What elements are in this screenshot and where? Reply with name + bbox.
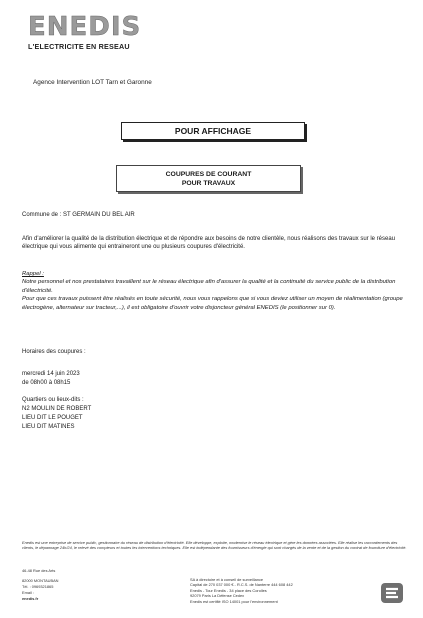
legal-line-5: Enedis est certifié ISO 14001 pour l'environnement [190,598,278,604]
footer-note: Enedis est une entreprise de service public, gestionnaire du réseau de distribution d'électricité. Elle développe, exploite, modernise le réseau électrique et gère les données associées. Elle réalise les raccordements des clients, le dépannage 24h/24, le relevé des compteurs et toutes les interventions techniques. Elle est indépendante des fournisseurs d'énergie qui sont chargés de la vente et de la gestion du contrat de fourniture d'électricité. [22,540,407,551]
hours-label: Horaires des coupures : [22,349,86,355]
reminder-paragraph-1: Notre personnel et nos prestataires travaillent sur le réseau électrique afin d'assurer la qualité et la continuité du service public de la distribution d'électricité. [22,279,396,294]
place-item: LIEU DIT LE POUGET [22,415,83,421]
legal-line-4: 92079 Paris La Défense Cedex [190,593,245,599]
address-line-1: 46-48 Rue des Arts [22,568,56,573]
reminder-paragraph-2: Pour que ces travaux puissent être réalisés en toute sécurité, nous vous rappelons que si vous deviez utiliser un moyen de réalimentation (groupe électrogène, alternateur sur tracteur,...), il est obligatoire d'ouvrir votre disjoncteur général ENEDIS (le positionner sur 0). [22,296,403,311]
footer-legal [190,577,293,604]
logo-wordmark: ENEDIS [28,12,142,42]
logo-tagline: L'ELECTRICITE EN RESEAU [28,42,130,51]
legal-line-3: Enedis - Tour Enedis - 34 place des Corolles [190,587,267,593]
outage-schedule [22,370,80,388]
notice-subtitle-line2: POUR TRAVAUX [181,180,236,187]
notice-subtitle-line1: COUPURES DE COURANT [165,171,252,178]
enedis-logo [28,14,148,51]
address-line-2: 82000 MONTAUBAN [22,578,59,583]
commune: Commune de : ST GERMAIN DU BEL AIR [22,212,135,218]
legal-line-1: SA à directoire et à conseil de surveillance [190,577,264,582]
reminder-title: Rappel : [22,271,44,277]
footer-address [22,568,58,602]
places-section [22,396,91,432]
agency-name: Agence Intervention LOT Tarn et Garonne [33,79,152,86]
place-item: LIEU DIT MATINES [22,424,75,430]
intro-paragraph: Afin d'améliorer la qualité de la distribution électrique et de répondre aux besoins de notre clientèle, nous réalisons des travaux sur le réseau électrique qui vous alimente qui entraineront une ou plusieurs coupures d'électricité. [22,236,396,251]
website-link[interactable]: enedis.fr [22,596,39,601]
place-item: N2 MOULIN DE ROBERT [22,406,92,412]
enedis-mark-icon [380,582,404,604]
reminder-section [22,270,410,312]
notice-title-box [121,122,305,140]
outage-date: mercredi 14 juin 2023 [22,371,80,377]
outage-time: de 08h00 à 08h15 [22,380,71,386]
places-label: Quartiers ou lieux-dits : [22,397,84,403]
notice-title: POUR AFFICHAGE [174,126,252,136]
legal-line-2: Capital de 270 037 000 € - R.C.S. de Nanterre 444 608 442 [190,582,293,588]
email: Email : [22,590,34,595]
phone: Tél. : 0969321865 [22,584,54,589]
notice-subtitle-box [116,165,301,192]
